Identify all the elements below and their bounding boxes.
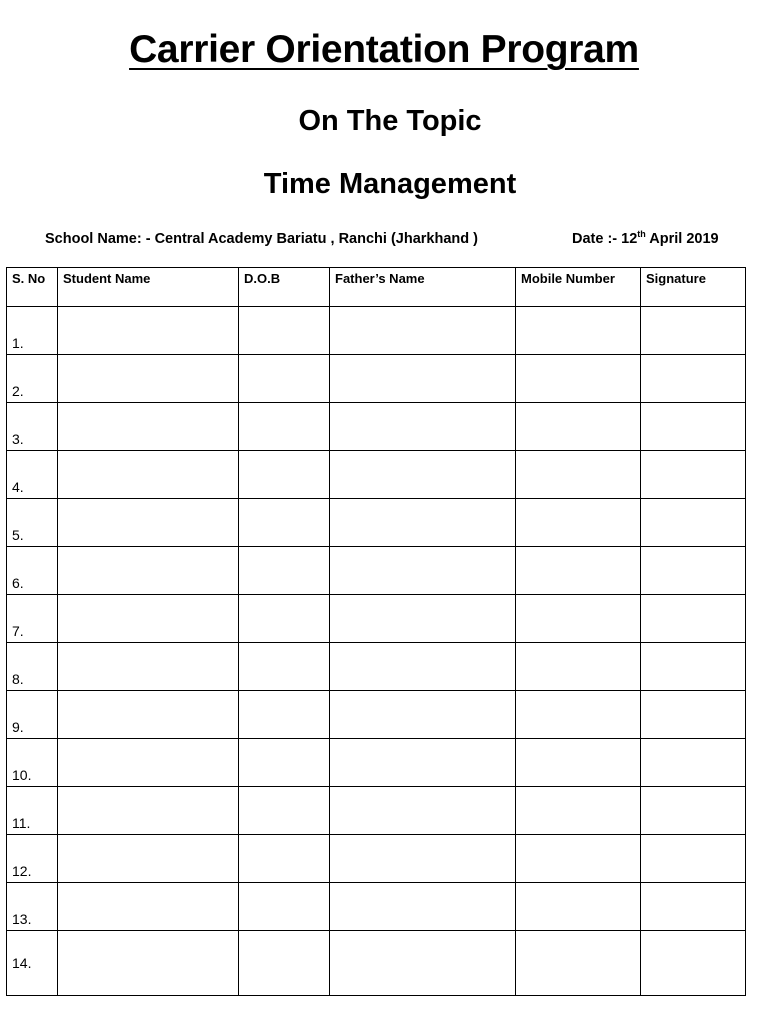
signature-cell [641, 883, 746, 931]
topic-name: Time Management [263, 168, 517, 200]
fathers-name-cell [330, 883, 516, 931]
signature-cell [641, 547, 746, 595]
student-name-cell [58, 547, 239, 595]
fathers-name-cell [330, 307, 516, 355]
student-name-cell [58, 883, 239, 931]
serial-number-cell: 7. [7, 595, 58, 643]
mobile-number-cell [516, 355, 641, 403]
dob-cell [239, 835, 330, 883]
dob-cell [239, 691, 330, 739]
dob-cell [239, 739, 330, 787]
dob-cell [239, 595, 330, 643]
dob-cell [239, 499, 330, 547]
fathers-name-cell [330, 739, 516, 787]
fathers-name-cell [330, 499, 516, 547]
fathers-name-cell [330, 403, 516, 451]
student-name-cell [58, 595, 239, 643]
student-name-cell [58, 691, 239, 739]
school-name-line: School Name: - Central Academy Bariatu , Ranchi (Jharkhand ) [45, 231, 478, 247]
student-name-cell [58, 451, 239, 499]
fathers-name-cell [330, 643, 516, 691]
serial-number-cell: 12. [7, 835, 58, 883]
dob-cell [239, 307, 330, 355]
signature-cell [641, 403, 746, 451]
fathers-name-cell [330, 787, 516, 835]
mobile-number-cell [516, 547, 641, 595]
serial-number-cell: 6. [7, 547, 58, 595]
serial-number-cell: 14. [7, 931, 58, 996]
fathers-name-cell [330, 931, 516, 996]
dob-cell [239, 355, 330, 403]
signature-cell [641, 355, 746, 403]
student-name-cell [58, 931, 239, 996]
topic-label: On The Topic [298, 105, 482, 137]
signature-cell [641, 787, 746, 835]
dob-cell [239, 403, 330, 451]
header-student-name: Student Name [58, 268, 239, 307]
mobile-number-cell [516, 787, 641, 835]
student-name-cell [58, 739, 239, 787]
table-row [7, 355, 746, 403]
signature-cell [641, 835, 746, 883]
student-name-cell [58, 643, 239, 691]
table-row [7, 499, 746, 547]
student-name-cell [58, 355, 239, 403]
signature-cell [641, 499, 746, 547]
table-row [7, 835, 746, 883]
fathers-name-cell [330, 547, 516, 595]
fathers-name-cell [330, 835, 516, 883]
table-row [7, 739, 746, 787]
serial-number-cell: 9. [7, 691, 58, 739]
mobile-number-cell [516, 307, 641, 355]
table-row [7, 787, 746, 835]
fathers-name-cell [330, 595, 516, 643]
table-row [7, 547, 746, 595]
dob-cell [239, 787, 330, 835]
table-row [7, 931, 746, 996]
table-body [7, 307, 746, 996]
table-row [7, 883, 746, 931]
dob-cell [239, 931, 330, 996]
fathers-name-cell [330, 451, 516, 499]
table-row [7, 643, 746, 691]
signature-cell [641, 691, 746, 739]
fathers-name-cell [330, 691, 516, 739]
student-name-cell [58, 835, 239, 883]
mobile-number-cell [516, 883, 641, 931]
table-header-row [7, 268, 746, 307]
mobile-number-cell [516, 643, 641, 691]
serial-number-cell: 3. [7, 403, 58, 451]
serial-number-cell: 8. [7, 643, 58, 691]
header-serial-number: S. No [7, 268, 58, 307]
signature-cell [641, 307, 746, 355]
table-row [7, 307, 746, 355]
mobile-number-cell [516, 595, 641, 643]
attendance-table [6, 267, 746, 996]
student-name-cell [58, 403, 239, 451]
table-row [7, 451, 746, 499]
dob-cell [239, 643, 330, 691]
mobile-number-cell [516, 499, 641, 547]
dob-cell [239, 883, 330, 931]
serial-number-cell: 13. [7, 883, 58, 931]
dob-cell [239, 451, 330, 499]
signature-cell [641, 931, 746, 996]
mobile-number-cell [516, 403, 641, 451]
document-title: Carrier Orientation Program [129, 28, 639, 71]
serial-number-cell: 10. [7, 739, 58, 787]
serial-number-cell: 4. [7, 451, 58, 499]
date-ordinal-suffix: th [637, 229, 646, 239]
signature-cell [641, 451, 746, 499]
date-line [572, 231, 719, 247]
serial-number-cell: 11. [7, 787, 58, 835]
dob-cell [239, 547, 330, 595]
signature-cell [641, 739, 746, 787]
header-mobile-number: Mobile Number [516, 268, 641, 307]
mobile-number-cell [516, 451, 641, 499]
table-row [7, 691, 746, 739]
date-prefix: Date :- 12 [572, 231, 638, 247]
header-dob: D.O.B [239, 268, 330, 307]
mobile-number-cell [516, 739, 641, 787]
student-name-cell [58, 787, 239, 835]
serial-number-cell: 5. [7, 499, 58, 547]
student-name-cell [58, 499, 239, 547]
table-row [7, 595, 746, 643]
table-row [7, 403, 746, 451]
mobile-number-cell [516, 835, 641, 883]
fathers-name-cell [330, 355, 516, 403]
header-fathers-name: Father’s Name [330, 268, 516, 307]
mobile-number-cell [516, 931, 641, 996]
header-signature: Signature [641, 268, 746, 307]
date-rest: April 2019 [645, 231, 719, 247]
mobile-number-cell [516, 691, 641, 739]
signature-cell [641, 595, 746, 643]
student-name-cell [58, 307, 239, 355]
signature-cell [641, 643, 746, 691]
serial-number-cell: 2. [7, 355, 58, 403]
serial-number-cell: 1. [7, 307, 58, 355]
